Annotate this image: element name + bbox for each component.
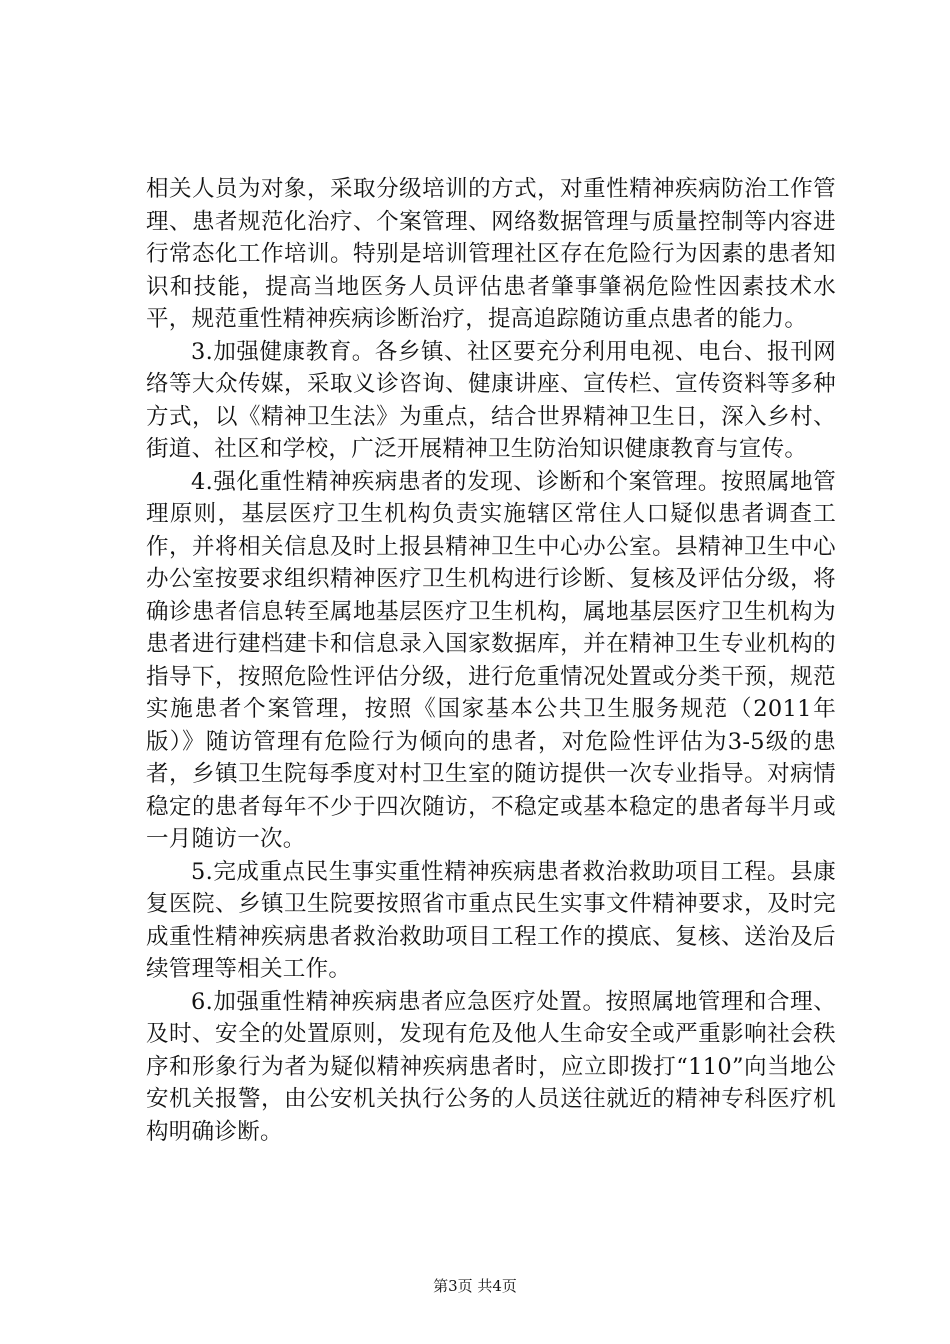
document-body bbox=[146, 173, 836, 1148]
paragraph-case-management: 4.强化重性精神疾病患者的发现、诊断和个案管理。按照属地管理原则，基层医疗卫生机构负责实施辖区常住人口疑似患者调查工作，并将相关信息及时上报县精神卫生中心办公室。县精神卫生中心办公室按要求组织精神医疗卫生机构进行诊断、复核及评估分级，将确诊患者信息转至属地基层医疗卫生机构，属地基层医疗卫生机构为患者进行建档建卡和信息录入国家数据库，并在精神卫生专业机构的指导下，按照危险性评估分级，进行危重情况处置或分类干预，规范实施患者个案管理，按照《国家基本公共卫生服务规范（2011年版）》随访管理有危险行为倾向的患者，对危险性评估为3-5级的患者，乡镇卫生院每季度对村卫生室的随访提供一次专业指导。对病情稳定的患者每年不少于四次随访，不稳定或基本稳定的患者每半月或一月随访一次。 bbox=[146, 468, 836, 852]
paragraph-emergency-handling: 6.加强重性精神疾病患者应急医疗处置。按照属地管理和合理、及时、安全的处置原则，发现有危及他人生命安全或严重影响社会秩序和形象行为者为疑似精神疾病患者时，应立即拨打“110”向当地公安机关报警，由公安机关执行公务的人员送往就近的精神专科医疗机构明确诊断。 bbox=[146, 988, 836, 1145]
page-number-footer: 第3页 共4页 bbox=[433, 1277, 517, 1295]
paragraph-health-education: 3.加强健康教育。各乡镇、社区要充分利用电视、电台、报刊网络等大众传媒，采取义诊咨询、健康讲座、宣传栏、宣传资料等多种方式，以《精神卫生法》为重点，结合世界精神卫生日，深入乡村、街道、社区和学校，广泛开展精神卫生防治知识健康教育与宣传。 bbox=[146, 338, 836, 462]
paragraph-relief-project: 5.完成重点民生事实重性精神疾病患者救治救助项目工程。县康复医院、乡镇卫生院要按照省市重点民生实事文件精神要求，及时完成重性精神疾病患者救治救助项目工程工作的摸底、复核、送治及后续管理等相关工作。 bbox=[146, 858, 836, 982]
paragraph-continued-training: 相关人员为对象，采取分级培训的方式，对重性精神疾病防治工作管理、患者规范化治疗、个案管理、网络数据管理与质量控制等内容进行常态化工作培训。特别是培训管理社区存在危险行为因素的患者知识和技能，提高当地医务人员评估患者肇事肇祸危险性因素技术水平，规范重性精神疾病诊断治疗，提高追踪随访重点患者的能力。 bbox=[146, 176, 836, 332]
